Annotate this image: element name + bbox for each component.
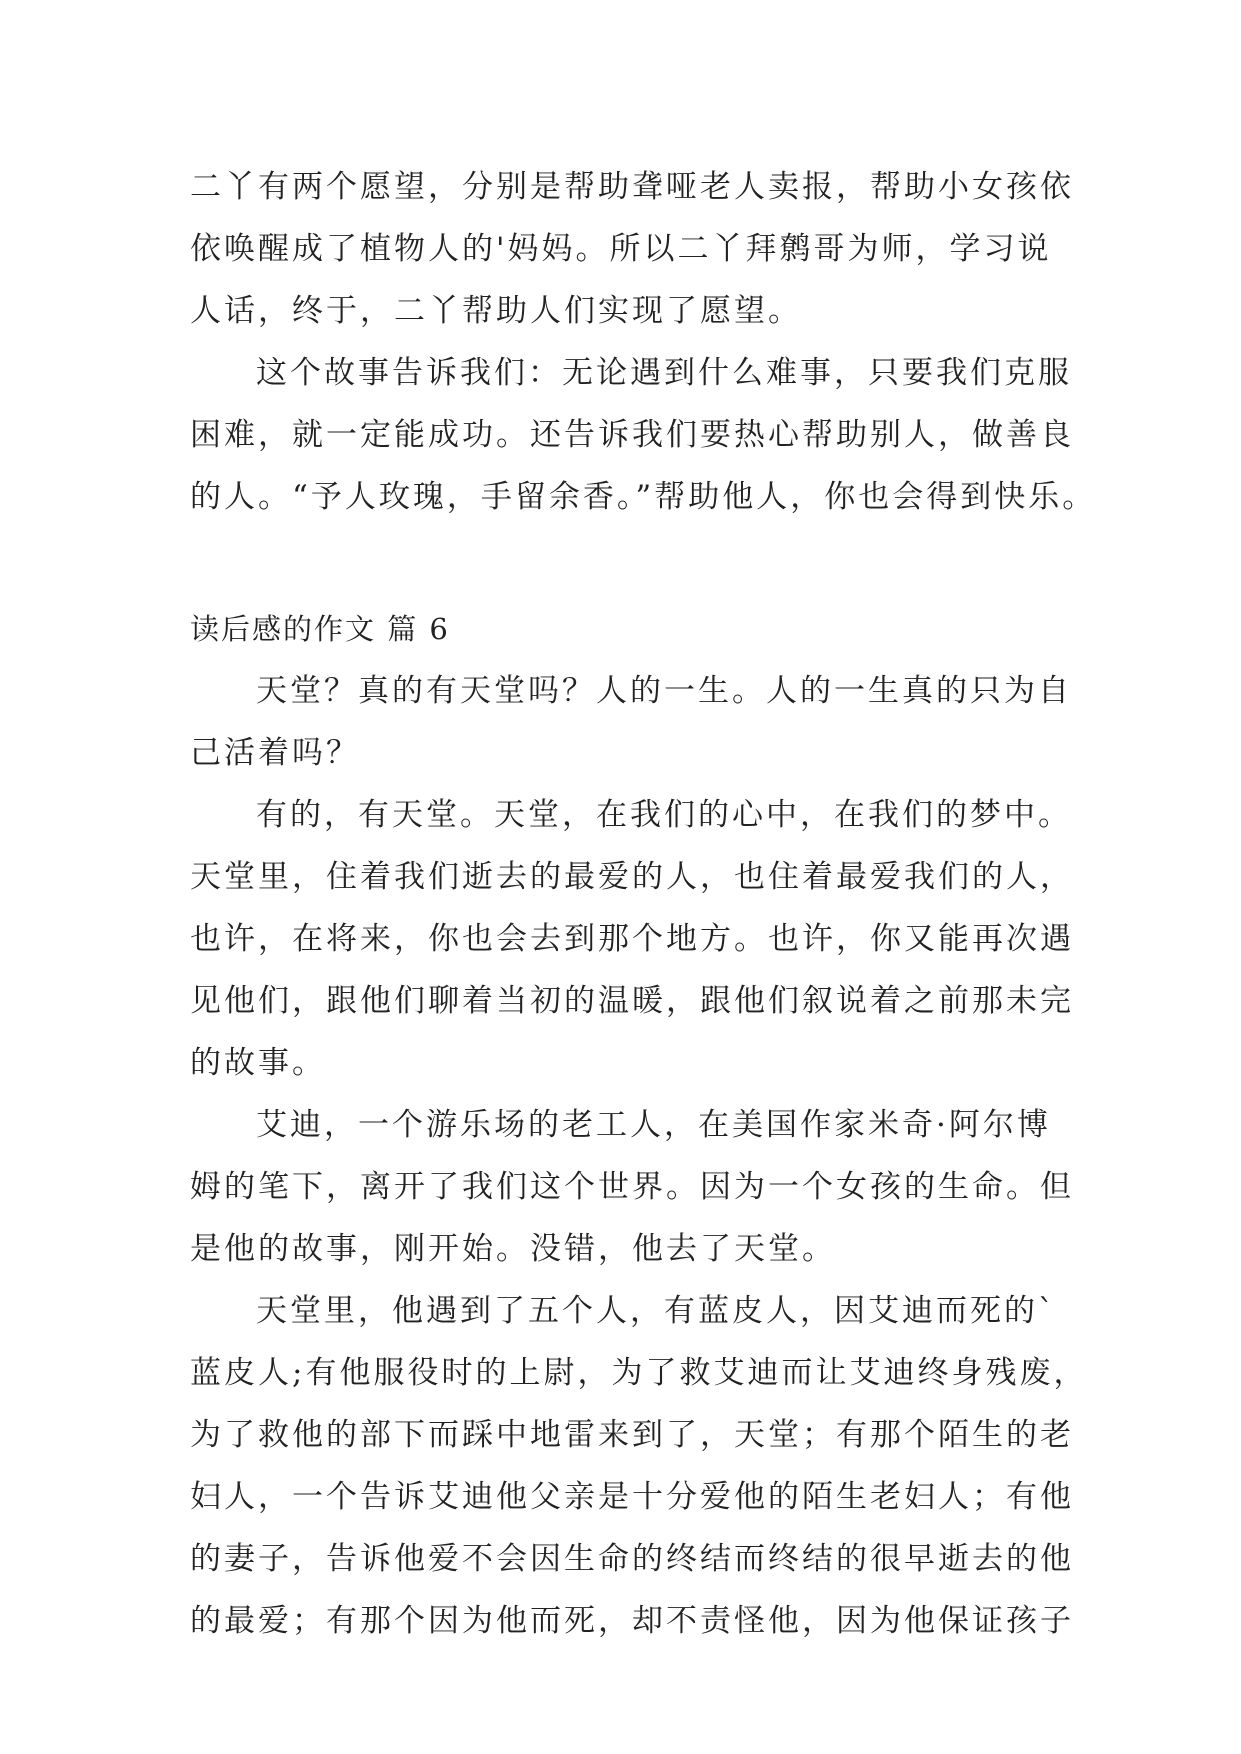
paragraph (190, 342, 1097, 528)
document-body (190, 156, 1097, 1652)
text-line: 的最爱；有那个因为他而死，却不责怪他，因为他保证孩子 (190, 1603, 1074, 1639)
paragraph (190, 1094, 1074, 1280)
text-line: 的人。“予人玫瑰，手留余香。”帮助他人，你也会得到快乐。 (190, 479, 1097, 515)
text-line: 姆的笔下，离开了我们这个世界。因为一个女孩的生命。但 (190, 1169, 1074, 1205)
text-line: 妇人，一个告诉艾迪他父亲是十分爱他的陌生老妇人；有他 (190, 1479, 1074, 1515)
text-line: 的妻子，告诉他爱不会因生命的终结而终结的很早逝去的他 (190, 1541, 1074, 1577)
text-line: 这个故事告诉我们：无论遇到什么难事，只要我们克服 (256, 355, 1072, 391)
section-gap (190, 528, 1050, 598)
text-line: 人话，终于，二丫帮助人们实现了愿望。 (190, 293, 802, 329)
text-line: 困难，就一定能成功。还告诉我们要热心帮助别人，做善良 (190, 417, 1074, 453)
paragraph (190, 1280, 1088, 1652)
paragraph (190, 784, 1074, 1094)
paragraph (190, 156, 1074, 342)
text-line: 的故事。 (190, 1045, 326, 1081)
text-line: 天堂？真的有天堂吗？人的一生。人的一生真的只为自 (256, 673, 1072, 709)
section-heading: 读后感的作文 篇 6 (190, 612, 450, 646)
text-line: 依唤醒成了植物人的'妈妈。所以二丫拜鹩哥为师，学习说 (190, 231, 1052, 267)
text-line: 艾迪，一个游乐场的老工人，在美国作家米奇·阿尔博 (256, 1107, 1051, 1143)
text-line: 见他们，跟他们聊着当初的温暖，跟他们叙说着之前那未完 (190, 983, 1074, 1019)
text-line: 也许，在将来，你也会去到那个地方。也许，你又能再次遇 (190, 921, 1074, 957)
text-line: 是他的故事，刚开始。没错，他去了天堂。 (190, 1231, 836, 1267)
text-line: 天堂里，他遇到了五个人，有蓝皮人，因艾迪而死的` (256, 1293, 1057, 1329)
text-line: 二丫有两个愿望，分别是帮助聋哑老人卖报，帮助小女孩依 (190, 169, 1074, 205)
text-line: 有的，有天堂。天堂，在我们的心中，在我们的梦中。 (256, 797, 1072, 833)
text-line: 为了救他的部下而踩中地雷来到了，天堂；有那个陌生的老 (190, 1417, 1074, 1453)
text-line: 天堂里，住着我们逝去的最爱的人，也住着最爱我们的人， (190, 859, 1074, 895)
paragraph (190, 660, 1072, 784)
text-line: 己活着吗？ (190, 735, 360, 771)
text-line: 蓝皮人;有他服役时的上尉，为了救艾迪而让艾迪终身残废， (190, 1355, 1088, 1391)
